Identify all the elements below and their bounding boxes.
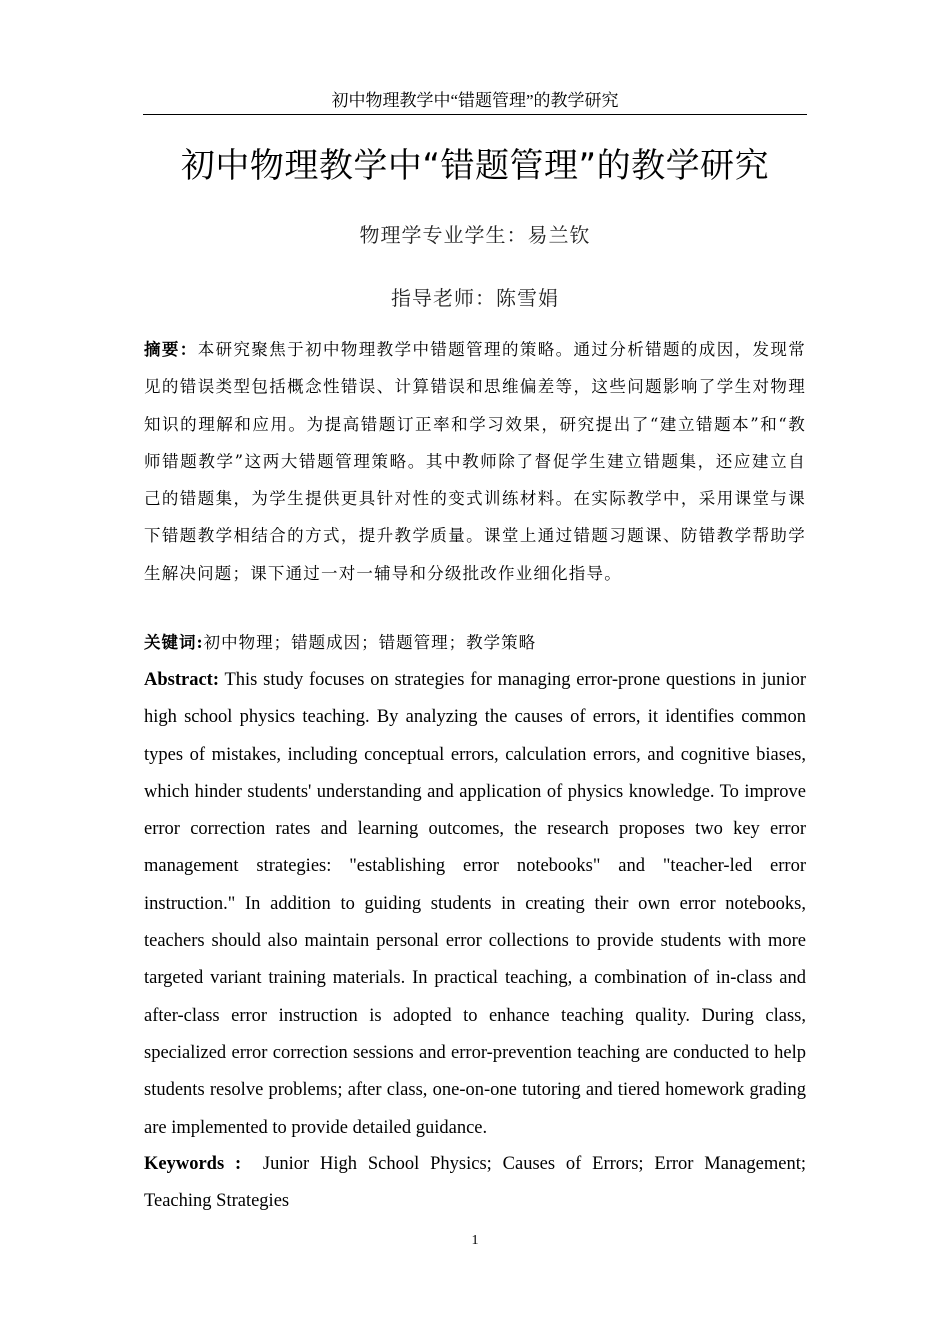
abstract-chinese-label: 摘要： — [144, 340, 198, 359]
advisor-line: 指导老师：陈雪娟 — [391, 286, 559, 310]
abstract-chinese — [144, 331, 806, 592]
page-number: 1 — [471, 1233, 479, 1248]
abstract-chinese-text: 本研究聚焦于初中物理教学中错题管理的策略。通过分析错题的成因，发现常见的错误类型包括概念性错误、计算错误和思维偏差等，这些问题影响了学生对物理知识的理解和应用。为提高错题订正率和学习效果，研究提出了“建立错题本”和“教师错题教学”这两大错题管理策略。其中教师除了督促学生建立错题集，还应建立自己的错题集，为学生提供更具针对性的变式训练材料。在实际教学中，采用课堂与课下错题教学相结合的方式，提升教学质量。课堂上通过错题习题课、防错教学帮助学生解决问题；课下通过一对一辅导和分级批改作业细化指导。 — [144, 340, 806, 583]
keywords-english-text: Junior High School Physics; Causes of Errors; Error Management; Teaching Strategies — [144, 1154, 807, 1212]
paper-title: 初中物理教学中“错题管理”的教学研究 — [180, 146, 770, 186]
abstract-english-label: Abstract: — [144, 670, 220, 690]
keywords-english — [144, 1146, 806, 1221]
keywords-chinese-label: 关键词: — [144, 633, 204, 652]
keywords-english-label: Keywords : — [144, 1154, 242, 1174]
keywords-chinese — [144, 626, 806, 660]
abstract-english-text: This study focuses on strategies for managing error-prone questions in junior high school physics teaching. By analyzing the causes of errors, it identifies common types of mistakes, including conceptual errors, calculation errors, and cognitive biases, which hinder students' understanding and application of physics knowledge. To improve error correction rates and learning outcomes, the research proposes two key error management strategies: "establishing error notebooks" and "teacher-led error instruction." In addition to guiding students in creating their own error notebooks, teachers should also maintain personal error collections to provide students with more targeted variant training materials. In practical teaching, a combination of in-class and after-class error instruction is adopted to enhance teaching quality. During class, specialized error correction sessions and error-prevention teaching are conducted to help students resolve problems; after class, one-on-one tutoring and tiered homework grading are implemented to provide detailed guidance. — [144, 670, 806, 1138]
abstract-english — [144, 662, 806, 1147]
running-header: 初中物理教学中“错题管理”的教学研究 — [143, 88, 807, 115]
keywords-chinese-text: 初中物理；错题成因；错题管理；教学策略 — [203, 633, 537, 652]
author-line: 物理学专业学生：易兰钦 — [359, 223, 591, 247]
